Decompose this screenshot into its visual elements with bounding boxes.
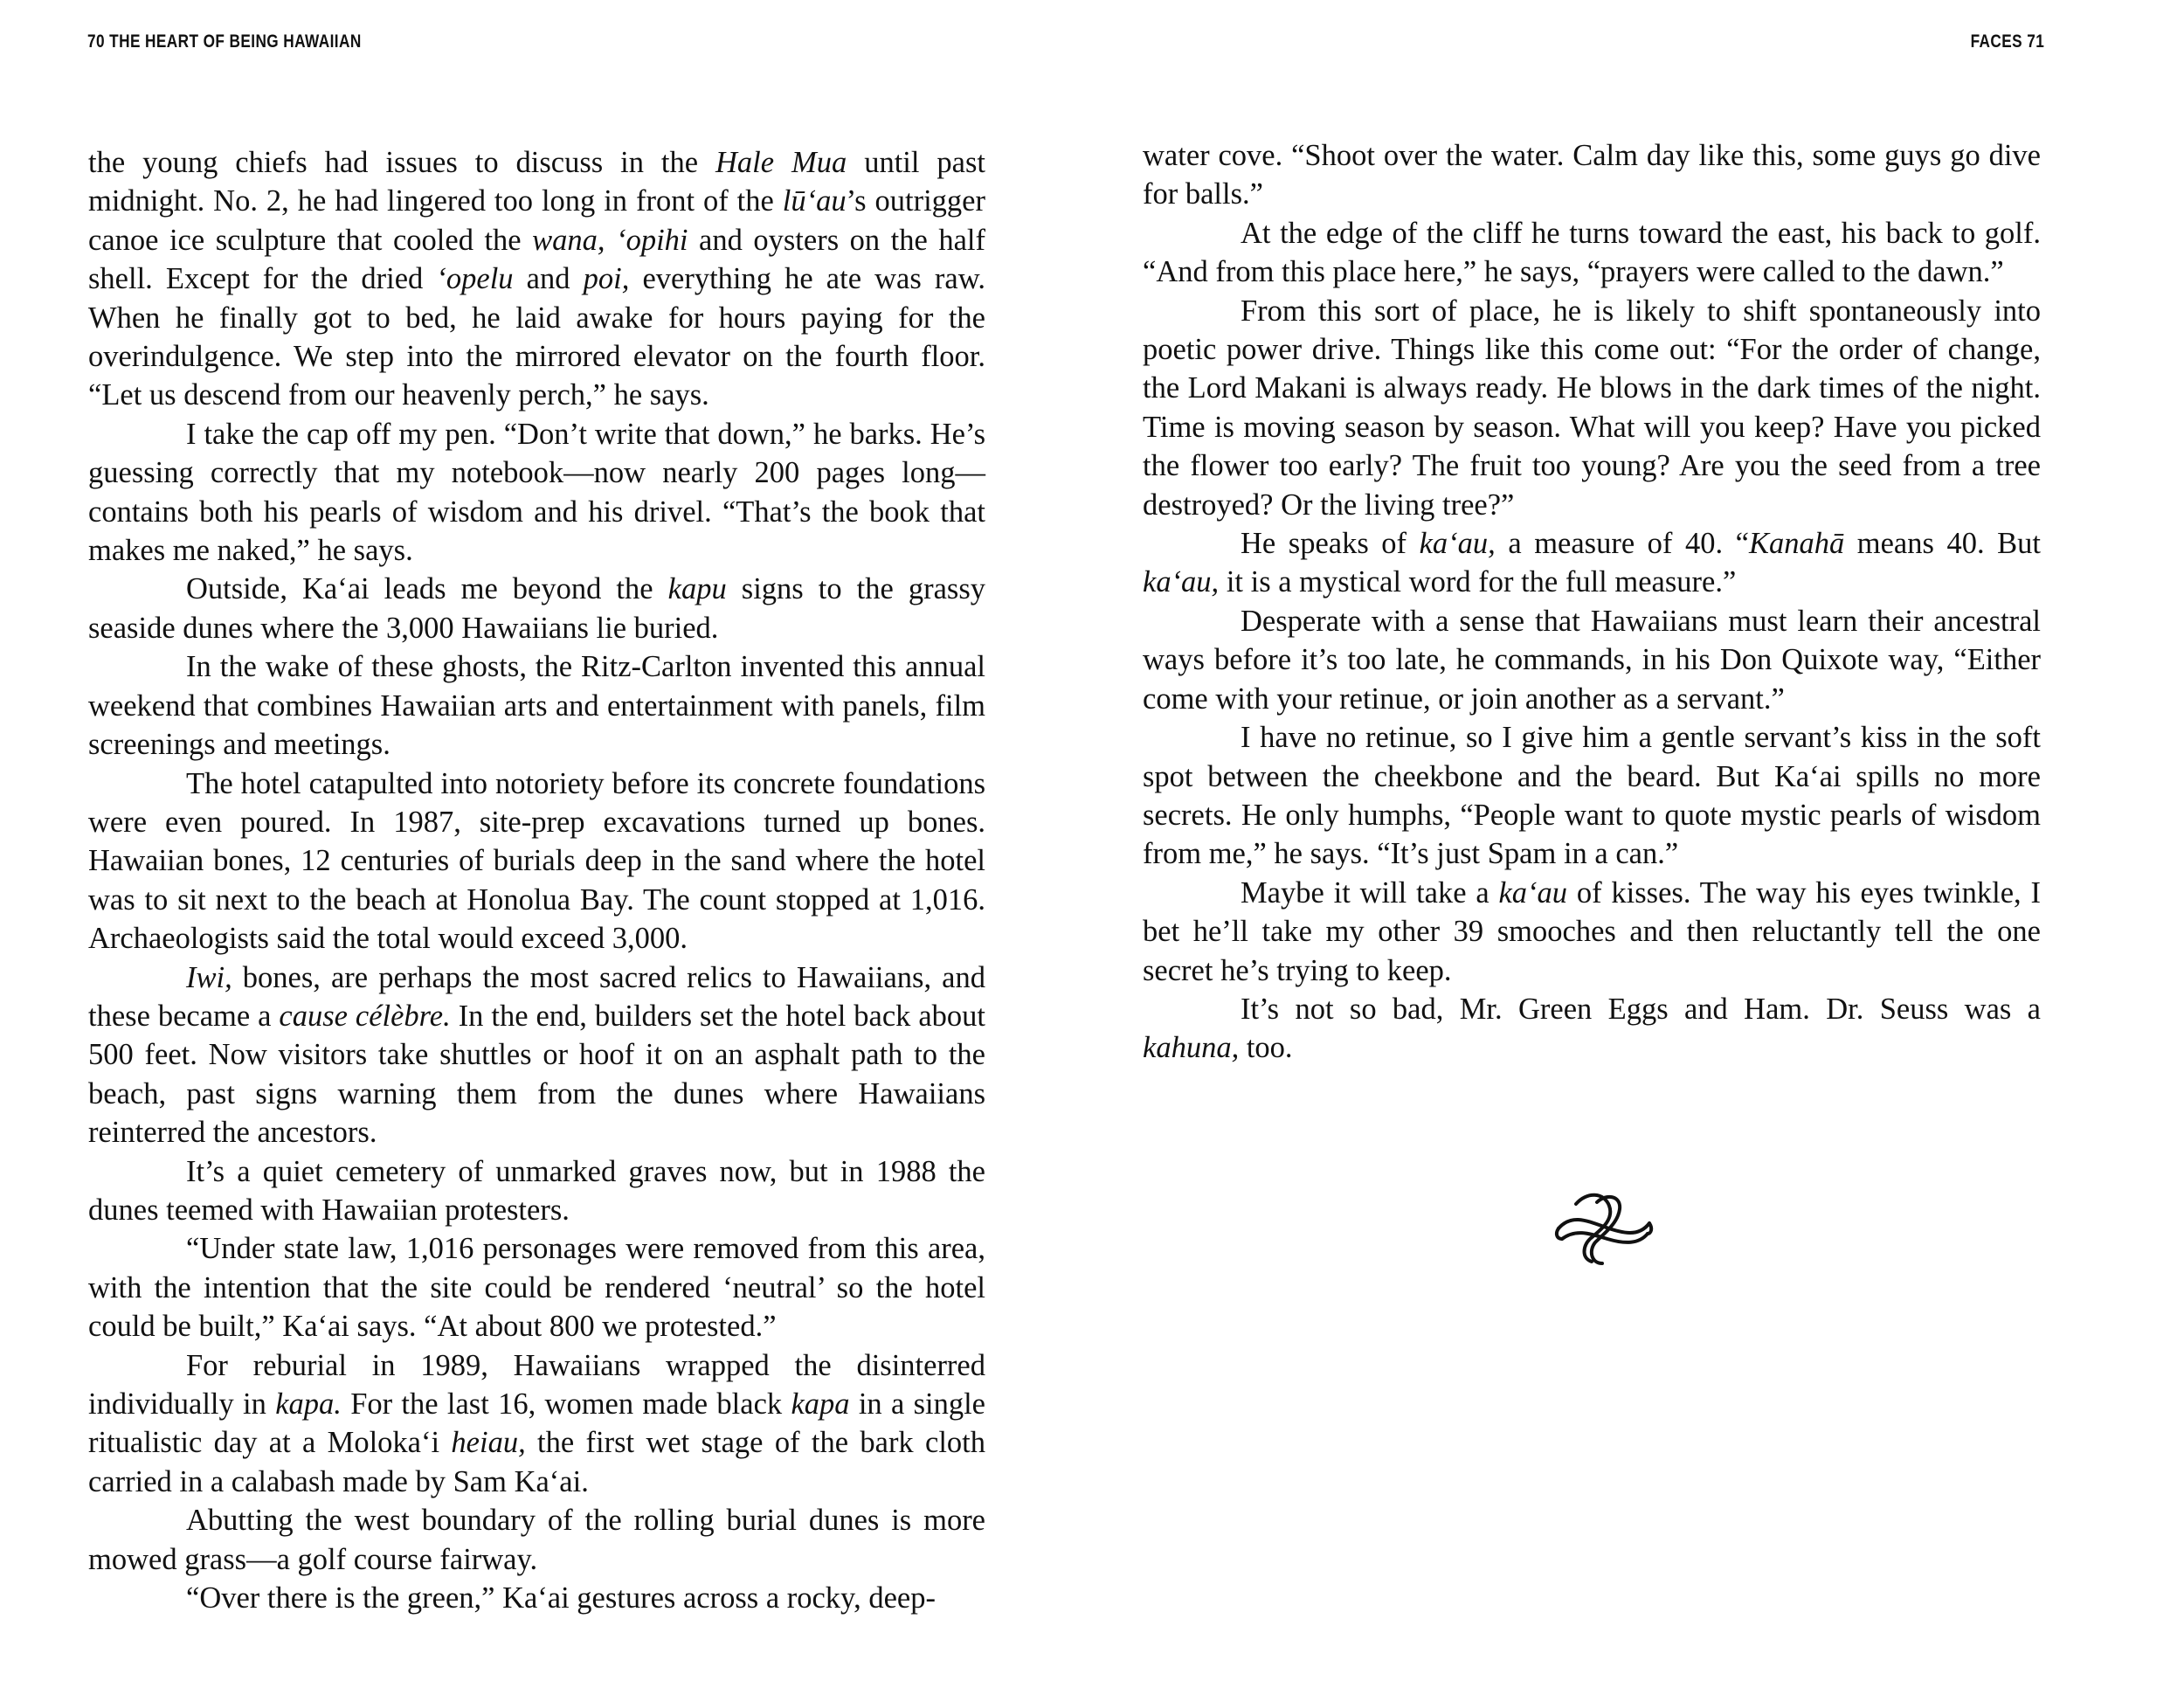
paragraph (1143, 136, 2041, 214)
text-run: The hotel catapulted into notoriety before its concrete foundations were even poured. In 1987, site-prep excavations turned up bones. Hawaiian bones, 12 centuries of burials deep in the sand where the hotel was to sit next to the beach at Honolua Bay. The count stopped at 1,016. Archaeologists said the total would exceed 3,000. (88, 766, 985, 956)
text-run: and oysters on the half shell. Except for the dried (88, 223, 986, 296)
paragraph (1143, 292, 2041, 524)
italic-run: kapu (667, 572, 727, 606)
italic-run: kahuna, (1143, 1031, 1240, 1065)
italic-run: ‘opelu (436, 262, 514, 296)
paragraph (1143, 718, 2041, 874)
text-run: too. (1239, 1031, 1293, 1065)
text-run: Abutting the west boundary of the rolling burial dunes is more mowed grass—a golf course fairway. (88, 1504, 985, 1576)
paragraph (88, 764, 985, 958)
italic-run: Kanahā (1748, 527, 1845, 561)
paragraph (88, 1346, 985, 1502)
running-head-left: 70 THE HEART OF BEING HAWAIIAN (87, 31, 362, 52)
text-run: signs to the grassy seaside dunes where the 3,000 Hawaiians lie buried. (88, 572, 986, 645)
text-run: He speaks of (1241, 527, 1420, 561)
italic-run: Hale Mua (715, 146, 847, 179)
section-end-ornament-icon (1552, 1185, 1656, 1272)
text-run: From this sort of place, he is likely to shift spontaneously into poetic power drive. Things like this come out: “For the order of change, the Lord Makani is always ready. He blows in the dark times of the night. Time is moving season by season. What will you keep? Have you picked the flower too early? The fruit too young? Are you the seed from a tree destroyed? Or the living tree?” (1143, 294, 2041, 522)
paragraph (1143, 874, 2041, 990)
italic-run: wana, ‘opihi (532, 223, 688, 257)
left-page-text (88, 143, 985, 1617)
running-head-right: FACES 71 (1970, 31, 2044, 52)
text-run: In the end, builders set the hotel back about 500 feet. Now visitors take shuttles or hoof it on an asphalt path to the beach, past signs warning them from the dunes where Hawaiians reinterred the ancestors. (88, 999, 985, 1150)
italic-run: ka‘au (1498, 875, 1568, 910)
right-page-text (1143, 136, 2041, 1068)
text-run: a measure of 40. “ (1495, 527, 1749, 561)
text-run: ’s outrigger canoe ice sculpture that cooled the (88, 184, 985, 257)
text-run: I have no retinue, so I give him a gentle servant’s kiss in the soft spot between the cheekbone and the beard. But Ka‘ai spills no more secrets. He only humphs, “People want to quote mystic pearls of wisdom from me,” he says. “It’s just Spam in a can.” (1143, 721, 2041, 871)
paragraph (88, 415, 985, 571)
text-run: until past midnight. No. 2, he had lingered too long in front of the (88, 146, 985, 218)
paragraph (88, 1152, 985, 1230)
italic-run: kapa (791, 1387, 850, 1421)
italic-run: heiau, (451, 1426, 526, 1460)
text-run: In the wake of these ghosts, the Ritz-Carlton invented this annual weekend that combines Hawaiian arts and entertainment with panels, film screenings and meetings. (88, 650, 985, 762)
paragraph (88, 1579, 985, 1617)
paragraph (88, 1229, 985, 1346)
text-run: water cove. “Shoot over the water. Calm day like this, some guys go dive for balls.” (1143, 139, 2041, 211)
text-run: At the edge of the cliff he turns toward the east, his back to golf. “And from this place here,” he says, “prayers were called to the dawn.” (1143, 216, 2041, 289)
italic-run: ka‘au, (1419, 527, 1496, 561)
text-run: For the last 16, women made black (341, 1387, 791, 1421)
paragraph (88, 958, 985, 1152)
text-run: of kisses. The way his eyes twinkle, I bet he’ll take my other 39 smooches and then reluctantly tell the one secret he’s trying to keep. (1143, 875, 2041, 987)
text-run: Desperate with a sense that Hawaiians must learn their ancestral ways before it’s too late, he commands, in his Don Quixote way, “Either come with your retinue, or join another as a servant.” (1143, 604, 2041, 716)
paragraph (88, 647, 985, 764)
text-run: “Under state law, 1,016 personages were removed from this area, with the intention that the site could be rendered ‘neutral’ so the hotel could be built,” Ka‘ai says. “At about 800 we protested.” (88, 1232, 985, 1344)
text-run: means 40. But (1844, 527, 2041, 561)
italic-run: poi, (583, 262, 630, 296)
text-run: “Over there is the green,” Ka‘ai gestures across a rocky, deep- (186, 1581, 936, 1615)
paragraph (88, 1501, 985, 1579)
paragraph (88, 570, 985, 647)
text-run: everything he ate was raw. When he finally got to bed, he laid awake for hours paying for the overindulgence. We step into the mirrored elevator on the fourth floor. “Let us descend from our heavenly perch,” he says. (88, 262, 985, 412)
text-run: in a single ritualistic day at a Moloka‘i (88, 1387, 985, 1460)
paragraph (88, 143, 985, 415)
paragraph (1143, 214, 2041, 292)
text-run: bones, are perhaps the most sacred relics to Hawaiians, and these became a (88, 960, 985, 1033)
text-run: the first wet stage of the bark cloth carried in a calabash made by Sam Ka‘ai. (88, 1426, 985, 1498)
text-run: It’s a quiet cemetery of unmarked graves now, but in 1988 the dunes teemed with Hawaiian protesters. (88, 1154, 985, 1227)
paragraph (1143, 990, 2041, 1068)
text-run: For reburial in 1989, Hawaiians wrapped the disinterred individually in (88, 1348, 985, 1421)
italic-run: cause célèbre. (279, 999, 451, 1033)
text-run: I take the cap off my pen. “Don’t write that down,” he barks. He’s guessing correctly that my notebook—now nearly 200 pages long—contains both his pearls of wisdom and his drivel. “That’s the book that makes me naked,” he says. (88, 417, 985, 568)
text-run: Maybe it will take a (1241, 875, 1499, 910)
text-run: and (513, 262, 584, 296)
paragraph (1143, 602, 2041, 718)
italic-run: lū‘au (782, 184, 847, 218)
paragraph (1143, 524, 2041, 602)
italic-run: ka‘au, (1143, 565, 1220, 599)
text-run: it is a mystical word for the full measure.” (1219, 565, 1737, 599)
italic-run: Iwi, (186, 960, 232, 994)
text-run: Outside, Ka‘ai leads me beyond the (186, 572, 668, 606)
italic-run: kapa. (275, 1387, 342, 1421)
text-run: It’s not so bad, Mr. Green Eggs and Ham. Dr. Seuss was a (1241, 992, 2041, 1026)
text-run: the young chiefs had issues to discuss in the (88, 146, 716, 179)
